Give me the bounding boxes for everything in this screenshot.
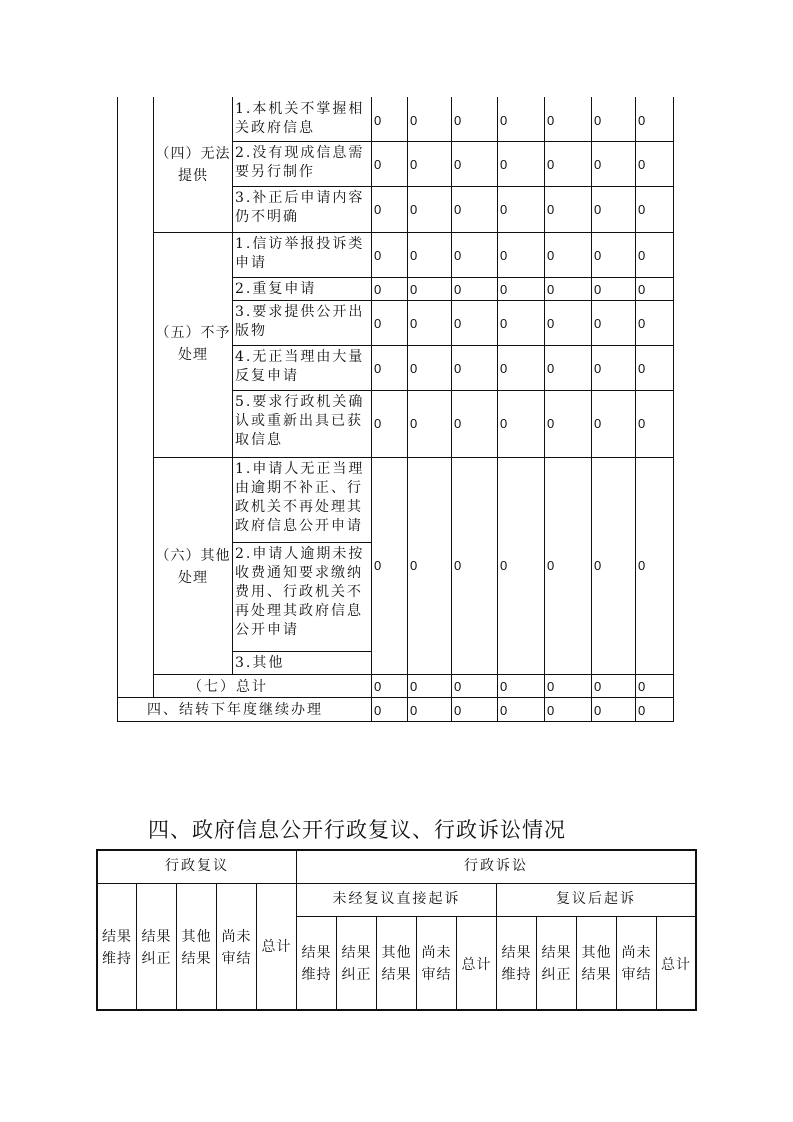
cell: 0 — [374, 558, 382, 573]
section-4-text: （四）无法提供 — [155, 146, 231, 184]
cell: 0 — [374, 202, 382, 217]
cell: 0 — [500, 316, 508, 331]
cell: 0 — [638, 248, 646, 263]
cell: 0 — [547, 248, 555, 263]
section-5-text: （五）不予处理 — [155, 325, 231, 363]
cell: 0 — [454, 679, 462, 694]
cell: 0 — [410, 113, 418, 128]
cell: 0 — [500, 361, 508, 376]
cell: 0 — [547, 703, 555, 718]
cell: 0 — [454, 703, 462, 718]
cell: 0 — [410, 703, 418, 718]
cell: 0 — [374, 416, 382, 431]
cell: 0 — [454, 416, 462, 431]
cell: 0 — [454, 316, 462, 331]
section-title: 四、政府信息公开行政复议、行政诉讼情况 — [148, 818, 566, 842]
s5-item-1-label: 1.信访举报投诉类申请 — [235, 236, 365, 271]
cell: 0 — [500, 248, 508, 263]
s4-item-3-label: 3.补正后申请内容仍不明确 — [235, 190, 365, 225]
cell: 0 — [594, 113, 602, 128]
cell: 0 — [594, 282, 602, 297]
after-review-suit-header: 复议后起诉 — [556, 891, 636, 907]
review-col-uphold: 结果维持 — [102, 929, 132, 967]
cell: 0 — [454, 558, 462, 573]
s6-item-1-label: 1.申请人无正当理由逾期不补正、行政机关不再处理其政府信息公开申请 — [235, 461, 365, 534]
review-col-correct: 结果纠正 — [141, 929, 172, 967]
cell: 0 — [594, 157, 602, 172]
section-4-label — [154, 143, 232, 187]
direct-col-total: 总计 — [461, 957, 492, 973]
cell: 0 — [374, 113, 382, 128]
carry-row-label: 四、结转下年度继续办理 — [147, 702, 323, 718]
cell: 0 — [638, 679, 646, 694]
cell: 0 — [454, 248, 462, 263]
s6-item-2-label: 2.申请人逾期未按收费通知要求缴纳费用、行政机关不再处理其政府信息公开申请 — [235, 546, 365, 638]
cell: 0 — [410, 361, 418, 376]
cell: 0 — [500, 703, 508, 718]
cell: 0 — [500, 679, 508, 694]
review-col-pending: 尚未审结 — [221, 929, 252, 967]
s5-item-4-label: 4.无正当理由大量反复申请 — [235, 349, 365, 384]
total-row-label: （七）总计 — [188, 679, 268, 695]
admin-litigation-header: 行政诉讼 — [464, 858, 528, 874]
cell: 0 — [638, 416, 646, 431]
cell: 0 — [547, 113, 555, 128]
cell: 0 — [547, 416, 555, 431]
cell: 0 — [374, 316, 382, 331]
cell: 0 — [547, 361, 555, 376]
cell: 0 — [638, 703, 646, 718]
section-5-label — [154, 322, 232, 366]
after-col-pending: 尚未审结 — [621, 945, 652, 983]
cell: 0 — [638, 157, 646, 172]
cell: 0 — [638, 558, 646, 573]
cell: 0 — [638, 113, 646, 128]
cell: 0 — [454, 113, 462, 128]
cell: 0 — [594, 416, 602, 431]
cell: 0 — [500, 157, 508, 172]
after-col-total: 总计 — [661, 957, 691, 973]
after-col-correct: 结果纠正 — [541, 945, 572, 983]
cell: 0 — [500, 416, 508, 431]
section-6-text: （六）其他处理 — [155, 548, 231, 586]
cell: 0 — [410, 416, 418, 431]
cell: 0 — [410, 248, 418, 263]
cell: 0 — [410, 679, 418, 694]
cell: 0 — [547, 202, 555, 217]
cell: 0 — [500, 558, 508, 573]
cell: 0 — [547, 558, 555, 573]
direct-col-other: 其他结果 — [381, 945, 412, 983]
cell: 0 — [410, 202, 418, 217]
cell: 0 — [594, 703, 602, 718]
cell: 0 — [638, 361, 646, 376]
cell: 0 — [500, 202, 508, 217]
review-col-total: 总计 — [261, 939, 292, 955]
cell: 0 — [410, 282, 418, 297]
cell: 0 — [374, 679, 382, 694]
cell: 0 — [547, 157, 555, 172]
cell: 0 — [594, 316, 602, 331]
after-col-other: 其他结果 — [581, 945, 612, 983]
cell: 0 — [410, 316, 418, 331]
section-6-label — [154, 545, 232, 589]
s5-item-5-label: 5.要求行政机关确认或重新出具已获取信息 — [235, 394, 365, 448]
cell: 0 — [638, 316, 646, 331]
cell: 0 — [547, 282, 555, 297]
cell: 0 — [594, 361, 602, 376]
after-col-uphold: 结果维持 — [501, 945, 532, 983]
cell: 0 — [547, 679, 555, 694]
direct-col-correct: 结果纠正 — [341, 945, 372, 983]
admin-review-header: 行政复议 — [165, 858, 229, 874]
cell: 0 — [638, 202, 646, 217]
cell: 0 — [410, 157, 418, 172]
direct-col-uphold: 结果维持 — [301, 945, 332, 983]
cell: 0 — [374, 703, 382, 718]
cell: 0 — [374, 248, 382, 263]
cell: 0 — [500, 113, 508, 128]
cell: 0 — [454, 157, 462, 172]
direct-col-pending: 尚未审结 — [421, 945, 452, 983]
s4-item-1-label: 1.本机关不掌握相关政府信息 — [235, 101, 365, 136]
direct-suit-header: 未经复议直接起诉 — [332, 891, 461, 907]
cell: 0 — [594, 248, 602, 263]
cell: 0 — [638, 282, 646, 297]
s6-item-3-label: 3.其他 — [235, 655, 285, 671]
cell: 0 — [547, 316, 555, 331]
s5-item-3-label: 3.要求提供公开出版物 — [235, 304, 365, 339]
cell: 0 — [374, 282, 382, 297]
cell: 0 — [374, 361, 382, 376]
cell: 0 — [500, 282, 508, 297]
s4-item-2-label: 2.没有现成信息需要另行制作 — [235, 145, 365, 180]
cell: 0 — [454, 202, 462, 217]
cell: 0 — [410, 558, 418, 573]
cell: 0 — [594, 558, 602, 573]
s5-item-2-label: 2.重复申请 — [235, 281, 317, 297]
cell: 0 — [454, 361, 462, 376]
cell: 0 — [454, 282, 462, 297]
review-col-other: 其他结果 — [181, 929, 212, 967]
cell: 0 — [594, 202, 602, 217]
cell: 0 — [374, 157, 382, 172]
cell: 0 — [594, 679, 602, 694]
